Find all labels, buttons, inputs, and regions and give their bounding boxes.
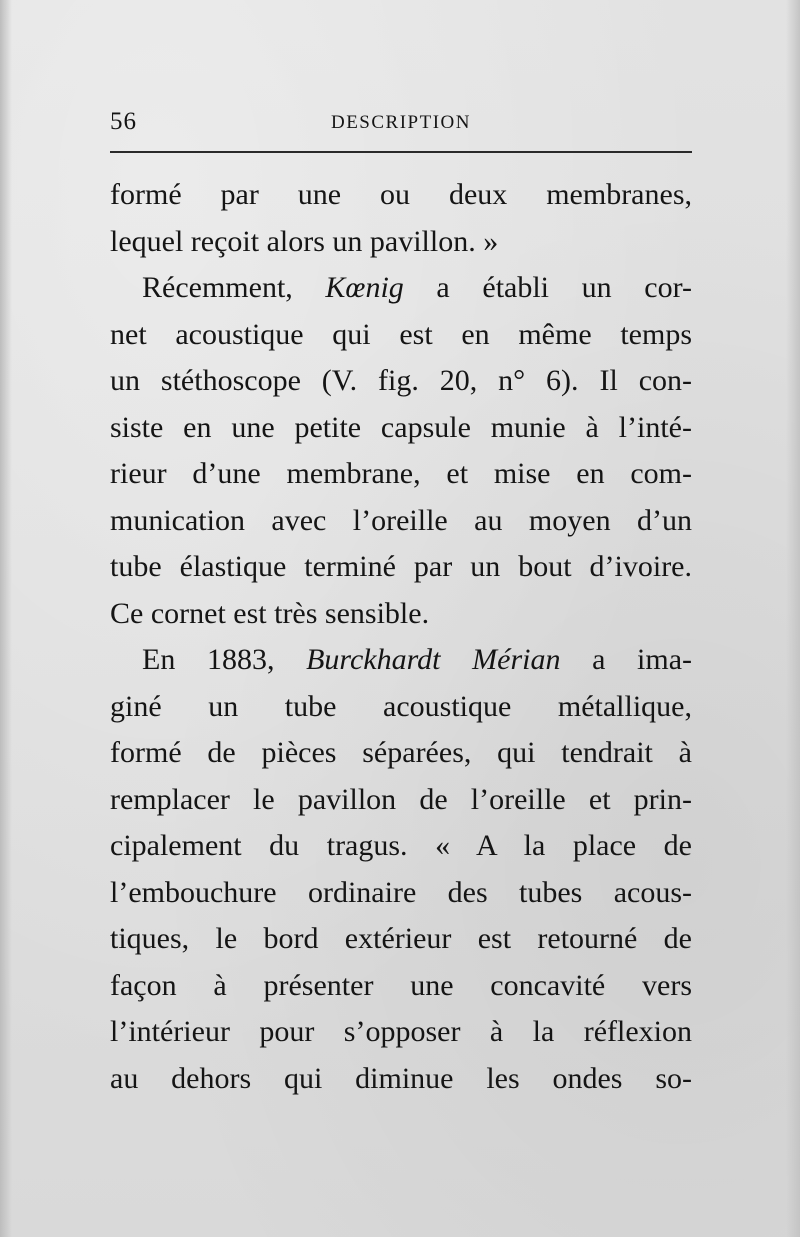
text-line: giné un tube acoustique métallique, (110, 689, 692, 723)
text-line: formé par une ou deux membranes, (110, 178, 692, 211)
text-line: l’embouchure ordinaire des tubes acous- (110, 875, 692, 909)
text-line: formé de pièces séparées, qui tendrait à (110, 736, 692, 769)
text-line: l’intérieur pour s’opposer à la réflexion (110, 1015, 692, 1048)
body-text (110, 172, 692, 1102)
section-title: DESCRIPTION (330, 112, 471, 133)
text-line: rieur d’une membrane, et mise en com- (110, 457, 692, 490)
author-name: Kœnig (325, 271, 404, 304)
text-line: remplacer le pavillon de l’oreille et prin- (110, 782, 692, 816)
header-rule (110, 151, 692, 153)
author-name: Burckhardt Mérian (306, 643, 561, 676)
text-line: Récemment, Kœnig a établi un cor- (142, 271, 692, 304)
text-line: cipalement du tragus. « A la place de (110, 829, 692, 862)
text-line: tiques, le bord extérieur est retourné de (110, 922, 692, 955)
text-line: Ce cornet est très sensible. (110, 596, 430, 630)
text-line: au dehors qui diminue les ondes so- (110, 1061, 692, 1095)
text-line: munication avec l’oreille au moyen d’un (110, 503, 692, 537)
text-line: un stéthoscope (V. fig. 20, n° 6). Il con- (110, 364, 692, 397)
text-line: En 1883, Burckhardt Mérian a ima- (142, 643, 693, 676)
text-line: tube élastique terminé par un bout d’ivoire. (110, 550, 692, 583)
text-line: net acoustique qui est en même temps (110, 317, 692, 351)
page-number: 56 (110, 108, 137, 135)
running-head (110, 108, 692, 144)
text-line: lequel reçoit alors un pavillon. » (110, 224, 499, 258)
text-line: façon à présenter une concavité vers (110, 968, 692, 1002)
text-line: siste en une petite capsule munie à l’inté- (110, 410, 692, 444)
